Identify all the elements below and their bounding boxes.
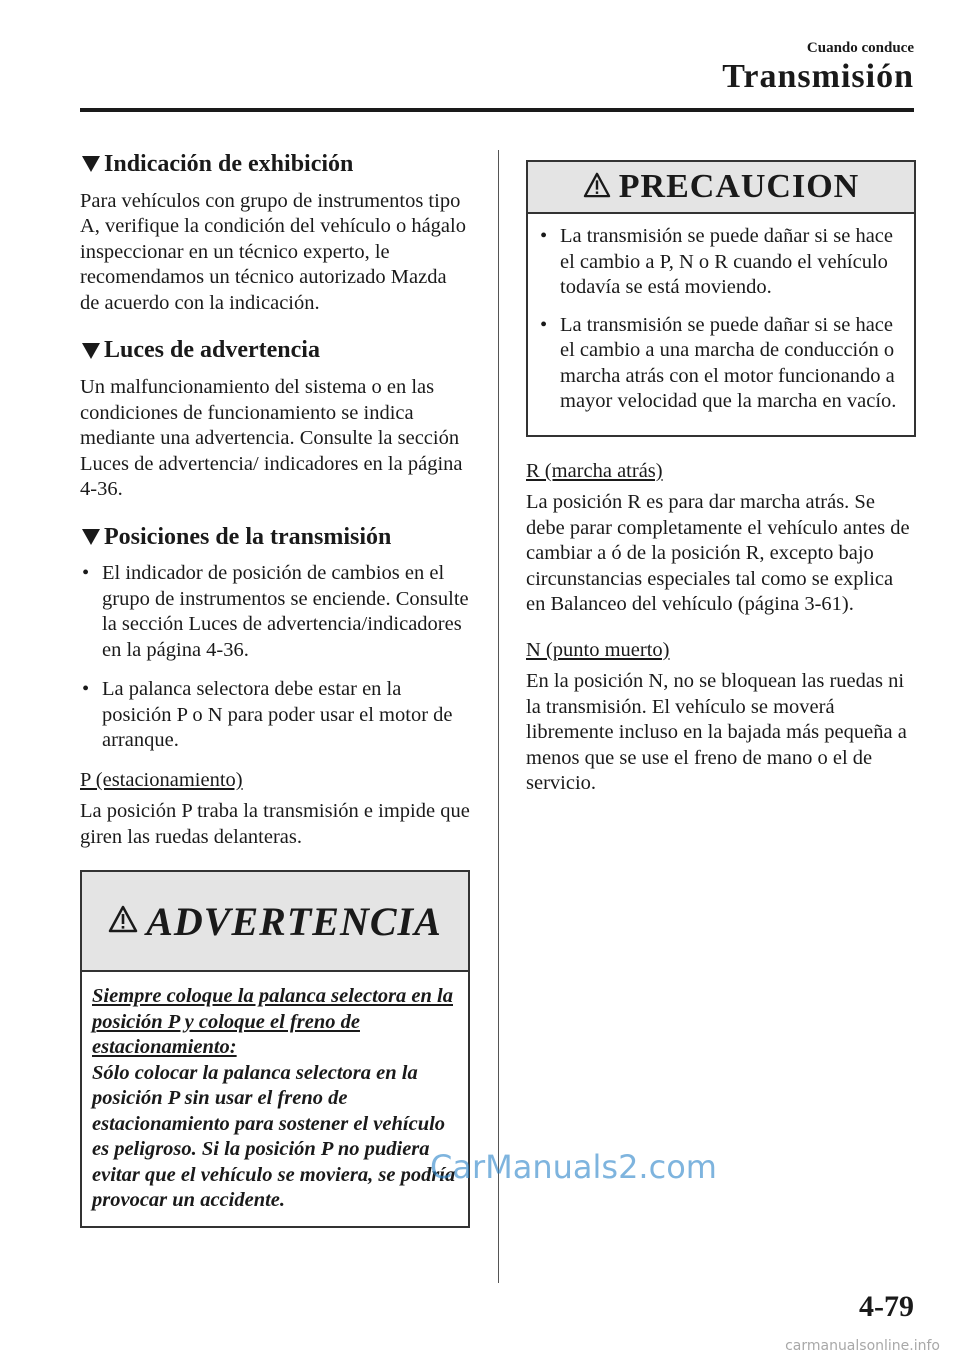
section-heading-text: Indicación de exhibición [104, 151, 354, 177]
page-number: 4-79 [859, 1290, 914, 1323]
triangle-down-icon [82, 156, 100, 172]
bullet-list [80, 561, 470, 754]
caution-header [528, 162, 914, 214]
paragraph: La posición R es para dar marcha atrás. Se debe parar completamente el vehículo antes de cambiar a ó de la posición R, excepto bajo circunstancias especiales tal como se explica en Balanceo del vehículo (página 3-61). [526, 491, 910, 615]
list-item: • La transmisión se puede dañar si se hace el cambio a P, N o R cuando el vehículo todavía se está moviendo. [538, 224, 902, 301]
paragraph: Un malfuncionamiento del sistema o en las condiciones de funcionamiento se indica mediante una advertencia. Consulte la sección Luces de advertencia/ indicadores en la página 4-36. [80, 376, 463, 501]
header-rule [80, 108, 914, 112]
warning-body [82, 972, 468, 1226]
list-item: • El indicador de posición de cambios en el grupo de instrumentos se enciende. Consulte la sección Luces de advertencia/indicadores en la página 4-36. [80, 561, 470, 663]
footer-watermark: carmanualsonline.info [785, 1338, 940, 1354]
section-heading [80, 150, 470, 179]
list-item: • La transmisión se puede dañar si se hace el cambio a una marcha de conducción o marcha atrás con el motor funcionando a mayor velocidad que la marcha en vacío. [538, 313, 902, 415]
column-divider [498, 150, 499, 1283]
paragraph: Para vehículos con grupo de instrumentos tipo A, verifique la condición del vehículo o hágalo inspeccionar en un técnico experto, le recomendamos un técnico autorizado Mazda de acuerdo con la indicación. [80, 189, 466, 314]
watermark: CarManuals2.com [430, 1148, 717, 1186]
warning-icon [583, 172, 611, 203]
page-title: Transmisión [722, 58, 914, 95]
triangle-down-icon [82, 529, 100, 545]
warning-box [80, 870, 470, 1228]
section-heading [80, 336, 470, 365]
subheading-n: N (punto muerto) [526, 638, 670, 661]
left-column [80, 150, 470, 1228]
caution-box [526, 160, 916, 437]
warning-text: Sólo colocar la palanca selectora en la posición P sin usar el freno de estacionamiento para sostener el vehículo es peligroso. Si la posición P no pudiera evitar que el vehículo se moviera, se podría provocar un accidente. [92, 1061, 456, 1212]
right-column [526, 160, 916, 817]
triangle-down-icon [82, 343, 100, 359]
warning-icon [108, 905, 138, 938]
subheading-r: R (marcha atrás) [526, 459, 663, 482]
warning-title: ADVERTENCIA [146, 898, 442, 944]
section-heading [80, 523, 470, 552]
paragraph: En la posición N, no se bloquean las ruedas ni la transmisión. El vehículo se moverá libremente incluso en la bajada más pequeña a menos que se use el freno de mano o el de servicio. [526, 670, 907, 794]
header-section: Cuando conduce [806, 40, 914, 56]
caution-title: PRECAUCION [618, 168, 860, 205]
section-heading-text: Luces de advertencia [104, 337, 320, 364]
caution-body [528, 214, 914, 435]
paragraph: La posición P traba la transmisión e impide que giren las ruedas delanteras. [80, 800, 470, 848]
warning-header [82, 872, 468, 972]
subheading-p: P (estacionamiento) [80, 768, 243, 791]
warning-underlined-text: Siempre coloque la palanca selectora en la posición P y coloque el freno de estacionamiento: [92, 985, 453, 1059]
section-heading-text: Posiciones de la transmisión [104, 523, 392, 550]
list-item: • La palanca selectora debe estar en la posición P o N para poder usar el motor de arranque. [80, 677, 470, 754]
bullet-list [538, 224, 902, 415]
